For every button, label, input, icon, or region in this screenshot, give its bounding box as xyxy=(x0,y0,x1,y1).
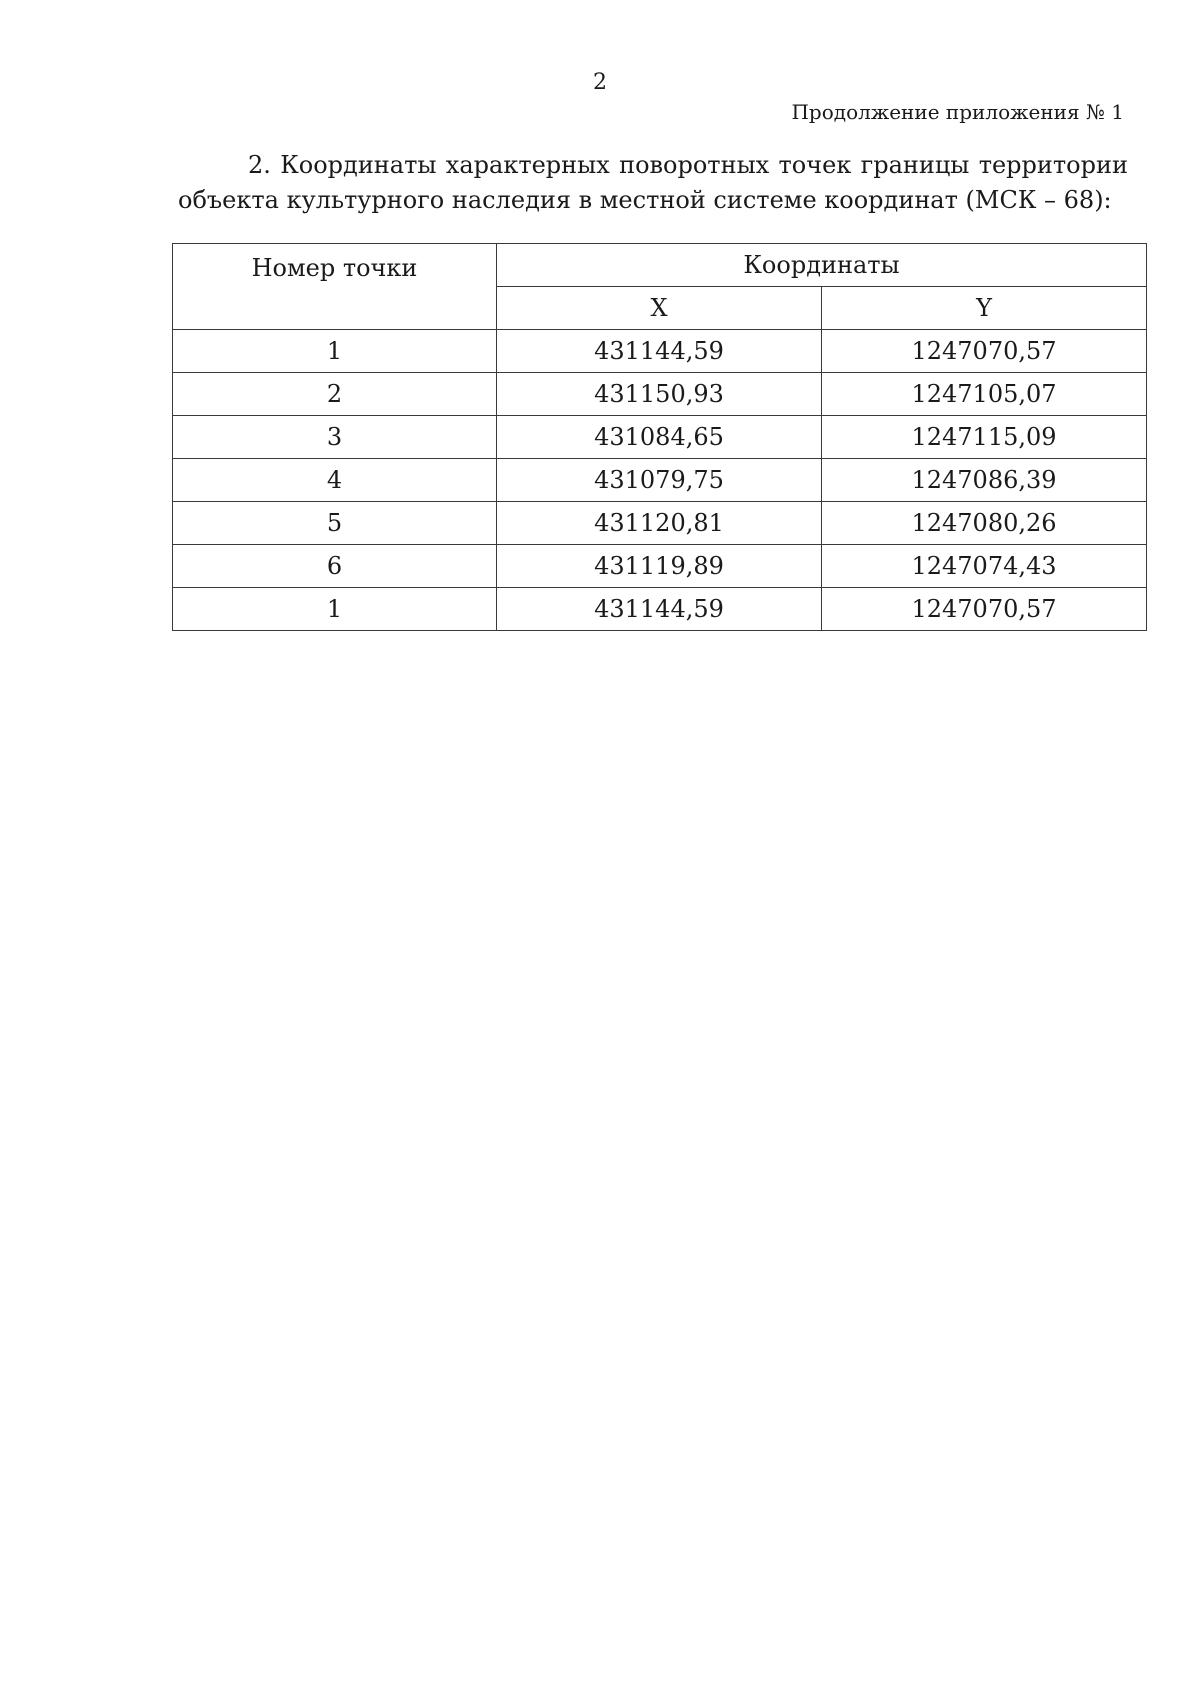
cell-y: 1247074,43 xyxy=(822,545,1147,588)
cell-y: 1247080,26 xyxy=(822,502,1147,545)
cell-y: 1247070,57 xyxy=(822,330,1147,373)
cell-x: 431144,59 xyxy=(497,330,822,373)
cell-x: 431079,75 xyxy=(497,459,822,502)
cell-y: 1247070,57 xyxy=(822,588,1147,631)
cell-point: 3 xyxy=(173,416,497,459)
table-row xyxy=(173,459,1147,502)
cell-y: 1247086,39 xyxy=(822,459,1147,502)
coordinates-table xyxy=(172,243,1147,631)
cell-point: 4 xyxy=(173,459,497,502)
cell-point: 1 xyxy=(173,330,497,373)
cell-point: 5 xyxy=(173,502,497,545)
table-header-row xyxy=(173,244,1147,287)
cell-x: 431084,65 xyxy=(497,416,822,459)
cell-x: 431144,59 xyxy=(497,588,822,631)
cell-y: 1247105,07 xyxy=(822,373,1147,416)
page-number: 2 xyxy=(593,70,607,95)
section-paragraph xyxy=(178,148,1128,218)
header-x: X xyxy=(497,287,822,330)
cell-point: 6 xyxy=(173,545,497,588)
table-row xyxy=(173,416,1147,459)
header-point-number: Номер точки xyxy=(173,244,497,330)
continuation-note: Продолжение приложения № 1 xyxy=(791,100,1124,124)
table-row xyxy=(173,588,1147,631)
header-coordinates: Координаты xyxy=(497,244,1147,287)
table-row xyxy=(173,502,1147,545)
cell-point: 2 xyxy=(173,373,497,416)
cell-y: 1247115,09 xyxy=(822,416,1147,459)
cell-point: 1 xyxy=(173,588,497,631)
cell-x: 431150,93 xyxy=(497,373,822,416)
cell-x: 431120,81 xyxy=(497,502,822,545)
header-y: Y xyxy=(822,287,1147,330)
table-row xyxy=(173,545,1147,588)
cell-x: 431119,89 xyxy=(497,545,822,588)
table-row xyxy=(173,373,1147,416)
paragraph-text: 2. Координаты характерных поворотных точек границы территории объекта культурного наследия в местной системе координат (МСК – 68): xyxy=(178,151,1128,214)
table-row xyxy=(173,330,1147,373)
